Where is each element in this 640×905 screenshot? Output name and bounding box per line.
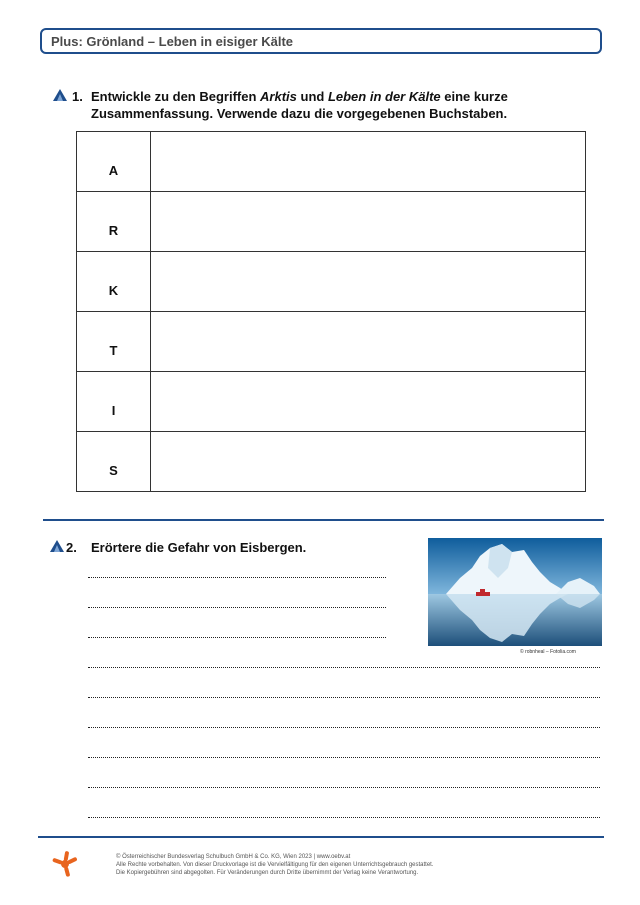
iceberg-photo <box>428 538 602 646</box>
publisher-logo-icon <box>52 851 78 882</box>
answer-line[interactable] <box>88 637 386 638</box>
term-arktis: Arktis <box>260 89 297 104</box>
worksheet-title: Plus: Grönland – Leben in eisiger Kälte <box>40 28 602 54</box>
answer-cell[interactable] <box>151 252 586 312</box>
task-2-number: 2. <box>66 540 77 555</box>
task-1-number: 1. <box>72 89 83 104</box>
answer-line[interactable] <box>88 757 600 758</box>
task-1 <box>72 88 572 122</box>
term-leben-in-der-kaelte: Leben in der Kälte <box>327 89 441 104</box>
photo-credit: © robnheal – Fotolia.com <box>520 649 576 655</box>
letter-cell: A <box>77 132 151 192</box>
answer-cell[interactable] <box>151 192 586 252</box>
answer-line[interactable] <box>88 727 600 728</box>
answer-line[interactable] <box>88 697 600 698</box>
letter-cell: S <box>77 432 151 492</box>
table-row <box>77 372 586 432</box>
letter-cell: R <box>77 192 151 252</box>
task-2-text: Erörtere die Gefahr von Eisbergen. <box>91 540 307 555</box>
acrostic-table <box>76 131 586 492</box>
table-row <box>77 132 586 192</box>
answer-cell[interactable] <box>151 312 586 372</box>
table-row <box>77 192 586 252</box>
footer-line: Alle Rechte vorbehalten. Von dieser Druckvorlage ist die Vervielfältigung für den eigenen Unterrichtsgebrauch gestattet. <box>116 862 434 868</box>
footer-divider <box>38 836 604 838</box>
table-row <box>77 312 586 372</box>
letter-cell: I <box>77 372 151 432</box>
answer-line[interactable] <box>88 577 386 578</box>
table-row <box>77 252 586 312</box>
answer-cell[interactable] <box>151 432 586 492</box>
answer-line[interactable] <box>88 787 600 788</box>
letter-cell: T <box>77 312 151 372</box>
section-divider <box>43 519 604 521</box>
answer-line[interactable] <box>88 607 386 608</box>
letter-cell: K <box>77 252 151 312</box>
answer-cell[interactable] <box>151 372 586 432</box>
task-1-text: Entwickle zu den Begriffen Arktis und Leben in der Kälte eine kurze Zusammenfassung. Verwende dazu die vorgegebenen Buchstaben. <box>91 89 508 121</box>
footer-copyright <box>116 853 536 877</box>
answer-line[interactable] <box>88 817 600 818</box>
answer-cell[interactable] <box>151 132 586 192</box>
table-row <box>77 432 586 492</box>
answer-line[interactable] <box>88 667 600 668</box>
footer-line: Die Kopiergebühren sind abgegolten. Für Veränderungen durch Dritte übernimmt der Verlag keine Verantwortung. <box>116 870 419 876</box>
footer-line: © Österreichischer Bundesverlag Schulbuch GmbH & Co. KG, Wien 2023 | www.oebv.at <box>116 854 351 860</box>
